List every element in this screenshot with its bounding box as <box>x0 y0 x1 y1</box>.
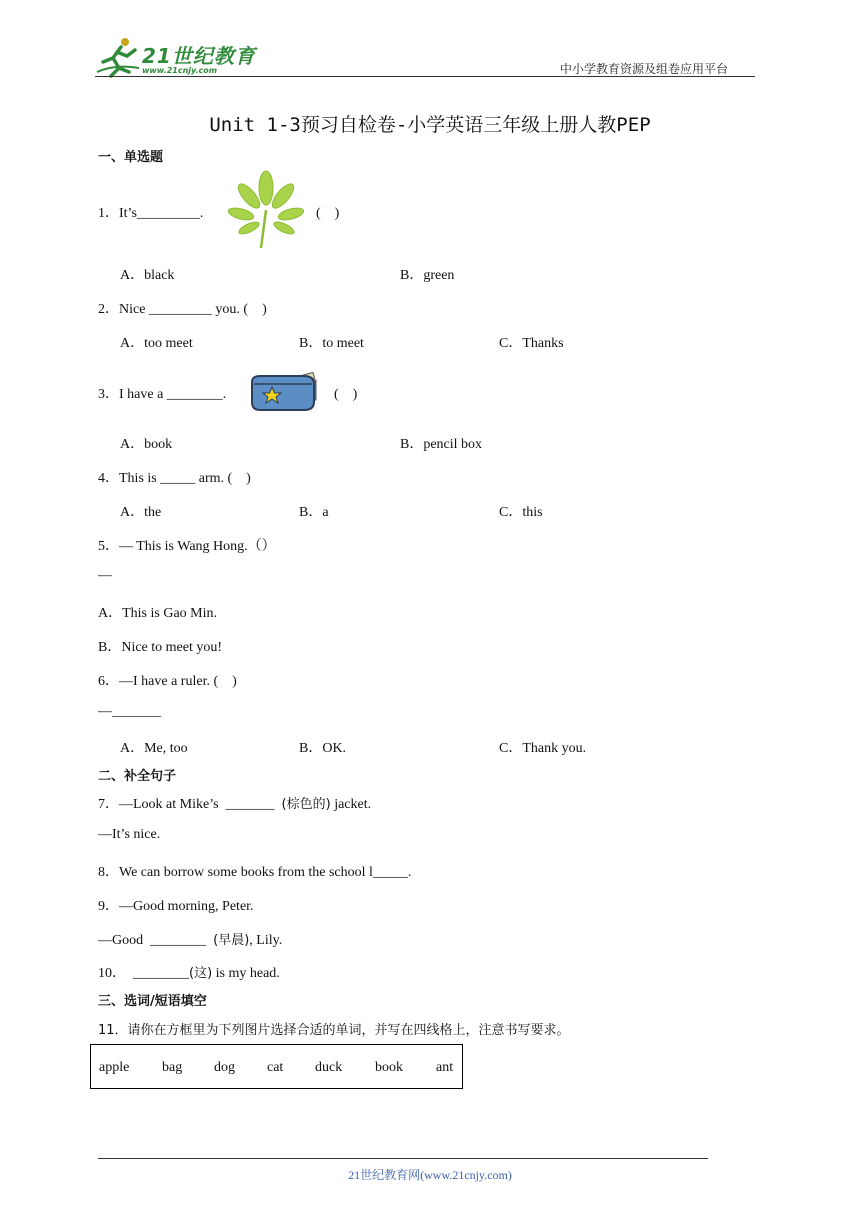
q6-stem: 6．—I have a ruler. ( ) <box>98 674 237 689</box>
q3-option-a[interactable]: A．book <box>120 437 173 452</box>
q6-option-c[interactable]: C．Thank you. <box>499 741 587 756</box>
q9-line-1: 9．—Good morning, Peter. <box>98 899 254 914</box>
q1-option-b[interactable]: B．green <box>400 268 455 283</box>
q3-option-b[interactable]: B．pencil box <box>400 437 483 452</box>
q1-stem: 1．It’s_________. <box>98 206 204 221</box>
q10-line <box>98 962 280 982</box>
section-heading-complete-sentences: 二、补全句子 <box>98 769 177 784</box>
q1-option-a[interactable]: A．black <box>120 268 175 283</box>
word-box-item: ant <box>436 1060 454 1075</box>
logo-url: www.21cnjy.com <box>142 66 218 75</box>
q6-response-line: —_______ <box>98 704 161 719</box>
q4-option-c[interactable]: C．this <box>499 505 543 520</box>
q7-line-2: —It’s nice. <box>98 827 161 842</box>
section-heading-single-choice: 一、单选题 <box>98 150 164 165</box>
leaf-image <box>225 170 307 250</box>
footer-text: 21世纪教育网(www.21cnjy.com) <box>348 1168 512 1182</box>
q4-option-b[interactable]: B．a <box>299 505 329 520</box>
q2-option-c[interactable]: C．Thanks <box>499 336 564 351</box>
q7-suffix: jacket. <box>330 797 372 812</box>
q10-chinese-hint: (这) <box>189 966 213 981</box>
header-divider <box>95 76 755 77</box>
q9-prefix: —Good ________ <box>98 933 214 948</box>
q6-option-b[interactable]: B．OK. <box>299 741 347 756</box>
q5-option-a[interactable]: A．This is Gao Min. <box>98 606 217 621</box>
word-box-item: apple <box>99 1060 130 1075</box>
pencil-box-image <box>248 368 324 414</box>
q5-stem: 5．— This is Wang Hong.（） <box>98 539 276 554</box>
q1-answer-paren[interactable]: ( ) <box>316 206 340 221</box>
q4-option-a[interactable]: A．the <box>120 505 162 520</box>
logo-text: 21世纪教育 <box>142 44 256 68</box>
word-box-item: dog <box>214 1060 235 1075</box>
word-box-item: bag <box>162 1060 183 1075</box>
word-box-item: duck <box>315 1060 343 1075</box>
section-heading-word-fill: 三、选词/短语填空 <box>98 994 207 1009</box>
q2-option-a[interactable]: A．too meet <box>120 336 193 351</box>
header-platform-text: 中小学教育资源及组卷应用平台 <box>560 62 729 76</box>
q2-option-b[interactable]: B．to meet <box>299 336 364 351</box>
q5-response-line: — <box>98 568 112 583</box>
q9-suffix: , Lily. <box>249 933 283 948</box>
q7-prefix: 7．—Look at Mike’s _______ <box>98 797 282 812</box>
word-box-item: cat <box>267 1060 284 1075</box>
q3-stem: 3．I have a ________. <box>98 387 227 402</box>
footer-divider <box>98 1158 708 1159</box>
q8-line: 8．We can borrow some books from the school l_____. <box>98 865 412 880</box>
q9-line-2 <box>98 929 282 949</box>
q6-option-a[interactable]: A．Me, too <box>120 741 188 756</box>
q4-stem: 4．This is _____ arm. ( ) <box>98 471 251 486</box>
q11-stem: 11．请你在方框里为下列图片选择合适的单词，并写在四线格上，注意书写要求。 <box>98 1023 570 1038</box>
word-box-item: book <box>375 1060 403 1075</box>
q10-prefix: 10． ________ <box>98 966 189 981</box>
q7-chinese-hint: (棕色的) <box>281 797 331 812</box>
page-title: Unit 1-3预习自检卷-小学英语三年级上册人教PEP <box>209 114 651 136</box>
q5-option-b[interactable]: B．Nice to meet you! <box>98 640 223 655</box>
q7-line-1 <box>98 793 371 813</box>
q10-suffix: is my head. <box>212 966 280 981</box>
q2-stem: 2．Nice _________ you. ( ) <box>98 302 267 317</box>
q9-chinese-hint: (早晨) <box>213 933 250 948</box>
q3-answer-paren[interactable]: ( ) <box>334 387 358 402</box>
